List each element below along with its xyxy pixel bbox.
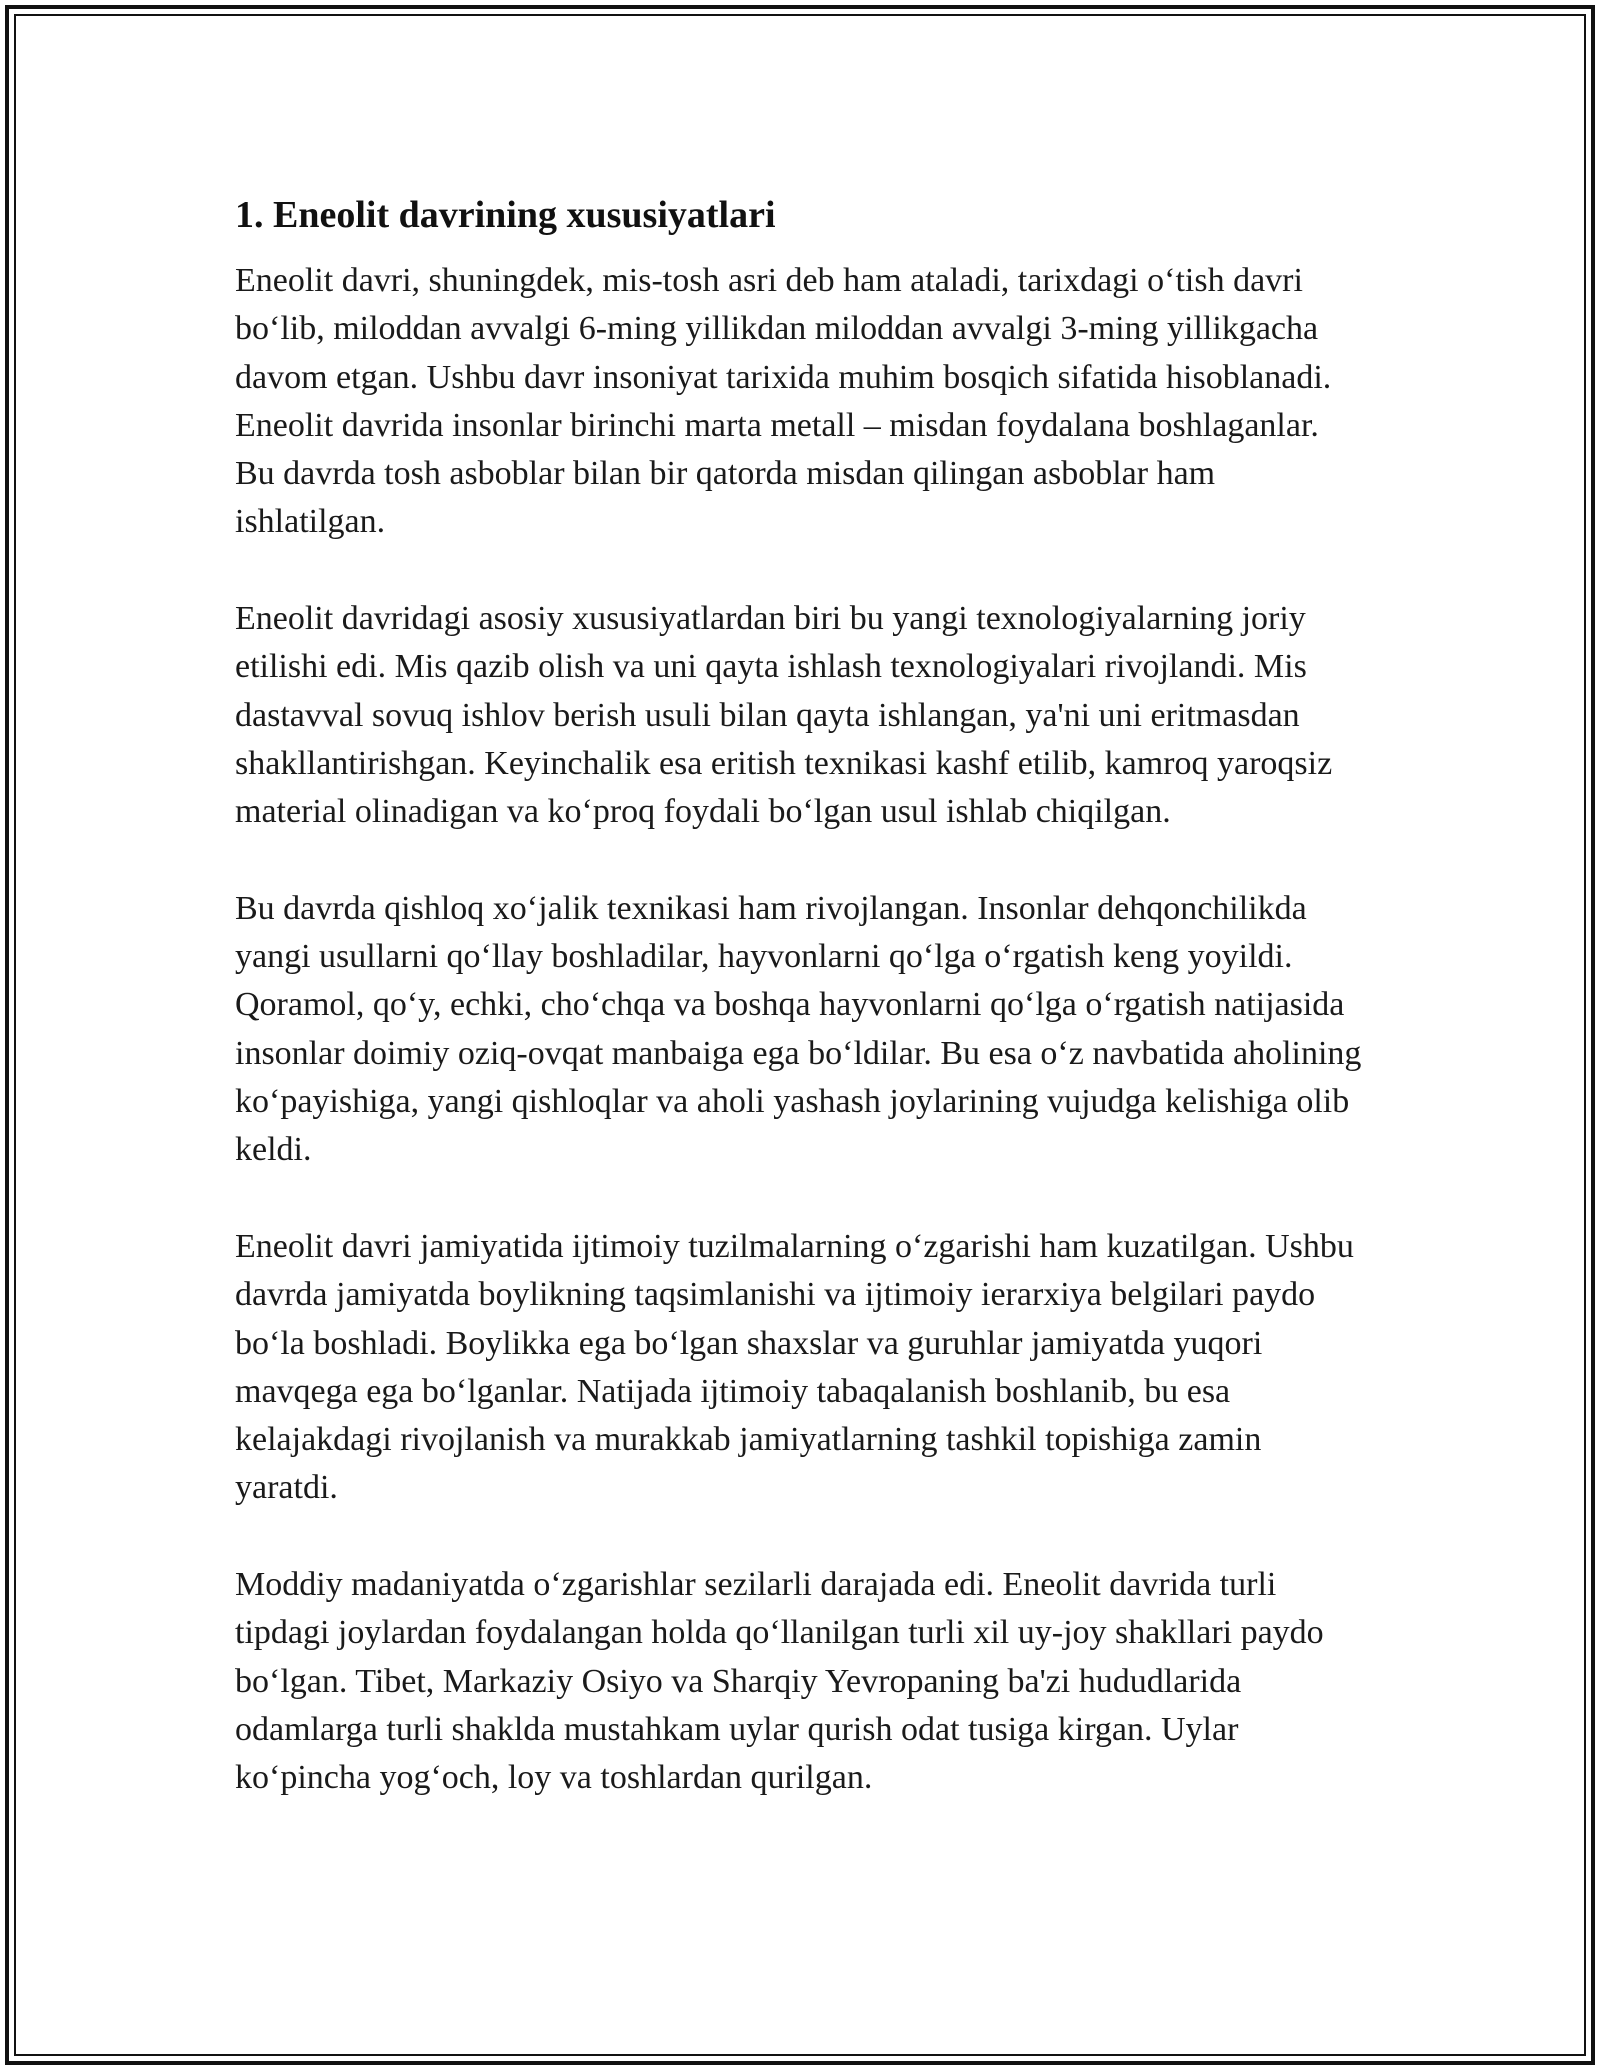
paragraph-agriculture: Bu davrda qishloq xo‘jalik texnikasi ham rivojlangan. Insonlar dehqonchilikda yangi usullarni qo‘llay boshladilar, hayvonlarni qo‘lga o‘rgatish keng yoyildi. Qoramol, qo‘y, echki, cho‘chqa va boshqa hayvonlarni qo‘lga o‘rgatish natijasida insonlar doimiy oziq-ovqat manbaiga ega bo‘ldilar. Bu esa o‘z navbatida aholining ko‘payishiga, yangi qishloqlar va aholi yashash joylarining vujudga kelishiga olib keldi.: [235, 889, 1362, 1169]
paragraph-material-culture: Moddiy madaniyatda o‘zgarishlar sezilarli darajada edi. Eneolit davrida turli tipdagi joylardan foydalangan holda qo‘llanilgan turli xil uy-joy shakllari paydo bo‘lgan. Tibet, Markaziy Osiyo va Sharqiy Yevropaning ba'zi hududlarida odamlarga turli shaklda mustahkam uylar qurish odat tusiga kirgan. Uylar ko‘pincha yog‘och, loy va toshlardan qurilgan.: [235, 1566, 1324, 1797]
document-body: [235, 185, 1365, 1851]
paragraph-technology: Eneolit davridagi asosiy xususiyatlardan biri bu yangi texnologiyalarning joriy etilishi edi. Mis qazib olish va uni qayta ishlash texnologiyalari rivojlandi. Mis dastavval sovuq ishlov berish usuli bilan qayta ishlangan, ya'ni uni eritmasdan shakllantirishgan. Keyinchalik esa eritish texnikasi kashf etilib, kamroq yaroqsiz material olinadigan va ko‘proq foydali bo‘lgan usul ishlab chiqilgan.: [235, 600, 1333, 831]
paragraph-intro: Eneolit davri, shuningdek, mis-tosh asri deb ham ataladi, tarixdagi o‘tish davri bo‘lib, miloddan avvalgi 6-ming yillikdan miloddan avvalgi 3-ming yillikgacha davom etgan. Ushbu davr insoniyat tarixida muhim bosqich sifatida hisoblanadi. Eneolit davrida insonlar birinchi marta metall – misdan foydalana boshlaganlar. Bu davrda tosh asboblar bilan bir qatorda misdan qilingan asboblar ham ishlatilgan.: [235, 262, 1332, 541]
paragraph-social-structure: Eneolit davri jamiyatida ijtimoiy tuzilmalarning o‘zgarishi ham kuzatilgan. Ushbu davrda jamiyatda boylikning taqsimlanishi va ijtimoiy ierarxiya belgilari paydo bo‘la boshladi. Boylikka ega bo‘lgan shaxslar va guruhlar jamiyatda yuqori mavqega ega bo‘lganlar. Natijada ijtimoiy tabaqalanish boshlanib, bu esa kelajakdagi rivojlanish va murakkab jamiyatlarning tashkil topishiga zamin yaratdi.: [235, 1227, 1354, 1507]
section-heading: 1. Eneolit davrining xususiyatlari: [235, 194, 776, 236]
